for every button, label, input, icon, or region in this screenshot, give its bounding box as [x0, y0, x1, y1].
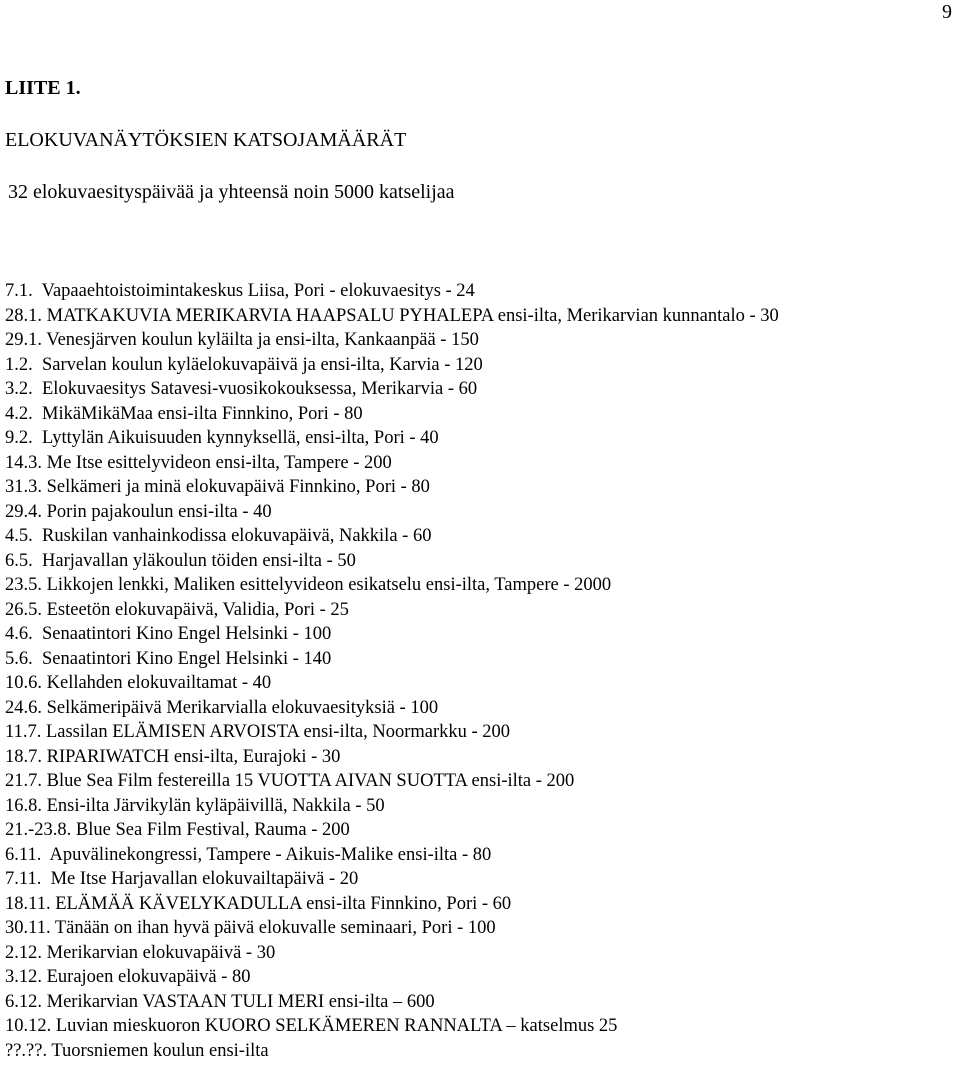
list-item: 2.12. Merikarvian elokuvapäivä - 30: [5, 942, 276, 963]
list-item: 26.5. Esteetön elokuvapäivä, Validia, Pori - 25: [5, 599, 349, 620]
list-item: 16.8. Ensi-ilta Järvikylän kyläpäivillä, Nakkila - 50: [5, 795, 385, 816]
list-item: 29.1. Venesjärven koulun kyläilta ja ensi-ilta, Kankaanpää - 150: [5, 330, 479, 350]
list-item: 10.12. Luvian mieskuoron KUORO SELKÄMEREN RANNALTA – katselmus 25: [5, 1016, 618, 1036]
list-item: 18.7. RIPARIWATCH ensi-ilta, Eurajoki - 30: [5, 746, 341, 767]
list-item: 30.11. Tänään on ihan hyvä päivä elokuvalle seminaari, Pori - 100: [5, 918, 496, 938]
list-item: 29.4. Porin pajakoulun ensi-ilta - 40: [5, 501, 272, 522]
list-item: 21.-23.8. Blue Sea Film Festival, Rauma - 200: [5, 820, 350, 840]
screening-list: [5, 279, 779, 1063]
list-item: 11.7. Lassilan ELÄMISEN ARVOISTA ensi-ilta, Noormarkku - 200: [5, 722, 511, 742]
list-item: 10.6. Kellahden elokuvailtamat - 40: [5, 673, 272, 693]
list-item: 4.2. MikäMikäMaa ensi-ilta Finnkino, Pori - 80: [5, 403, 363, 424]
list-item: 21.7. Blue Sea Film festereilla 15 VUOTTA AIVAN SUOTTA ensi-ilta - 200: [5, 771, 575, 791]
list-item: 7.11. Me Itse Harjavallan elokuvailtapäivä - 20: [5, 869, 359, 889]
summary-text: 32 elokuvaesityspäivää ja yhteensä noin 5000 katselijaa: [8, 181, 455, 203]
list-item: 4.5. Ruskilan vanhainkodissa elokuvapäivä, Nakkila - 60: [5, 526, 432, 546]
list-item: 23.5. Likkojen lenkki, Maliken esittelyvideon esikatselu ensi-ilta, Tampere - 2000: [5, 575, 612, 595]
page-number: 9: [942, 1, 952, 23]
list-item: 24.6. Selkämeripäivä Merikarvialla elokuvaesityksiä - 100: [5, 697, 439, 718]
list-item: 14.3. Me Itse esittelyvideon ensi-ilta, Tampere - 200: [5, 452, 392, 473]
list-item: 31.3. Selkämeri ja minä elokuvapäivä Finnkino, Pori - 80: [5, 477, 430, 497]
list-item: 28.1. MATKAKUVIA MERIKARVIA HAAPSALU PYHALEPA ensi-ilta, Merikarvian kunnantalo - 30: [5, 305, 779, 326]
list-item: 5.6. Senaatintori Kino Engel Helsinki - 140: [5, 648, 332, 669]
appendix-heading: LIITE 1.: [5, 77, 81, 99]
list-item: 6.11. Apuvälinekongressi, Tampere - Aikuis-Malike ensi-ilta - 80: [5, 844, 492, 865]
list-item: 18.11. ELÄMÄÄ KÄVELYKADULLA ensi-ilta Finnkino, Pori - 60: [5, 893, 512, 914]
list-item: 3.12. Eurajoen elokuvapäivä - 80: [5, 967, 251, 987]
list-item: 3.2. Elokuvaesitys Satavesi-vuosikokouksessa, Merikarvia - 60: [5, 379, 478, 399]
list-item: 6.12. Merikarvian VASTAAN TULI MERI ensi-ilta – 600: [5, 991, 435, 1012]
list-item: 7.1. Vapaaehtoistoimintakeskus Liisa, Pori - elokuvaesitys - 24: [5, 281, 475, 301]
list-item: 1.2. Sarvelan koulun kyläelokuvapäivä ja ensi-ilta, Karvia - 120: [5, 354, 483, 375]
list-item: 4.6. Senaatintori Kino Engel Helsinki - 100: [5, 624, 332, 644]
list-item: 6.5. Harjavallan yläkoulun töiden ensi-ilta - 50: [5, 550, 356, 571]
list-item: 9.2. Lyttylän Aikuisuuden kynnyksellä, ensi-ilta, Pori - 40: [5, 428, 439, 448]
section-title: ELOKUVANÄYTÖKSIEN KATSOJAMÄÄRÄT: [5, 129, 407, 151]
list-item: ??.??. Tuorsniemen koulun ensi-ilta: [5, 1040, 269, 1061]
